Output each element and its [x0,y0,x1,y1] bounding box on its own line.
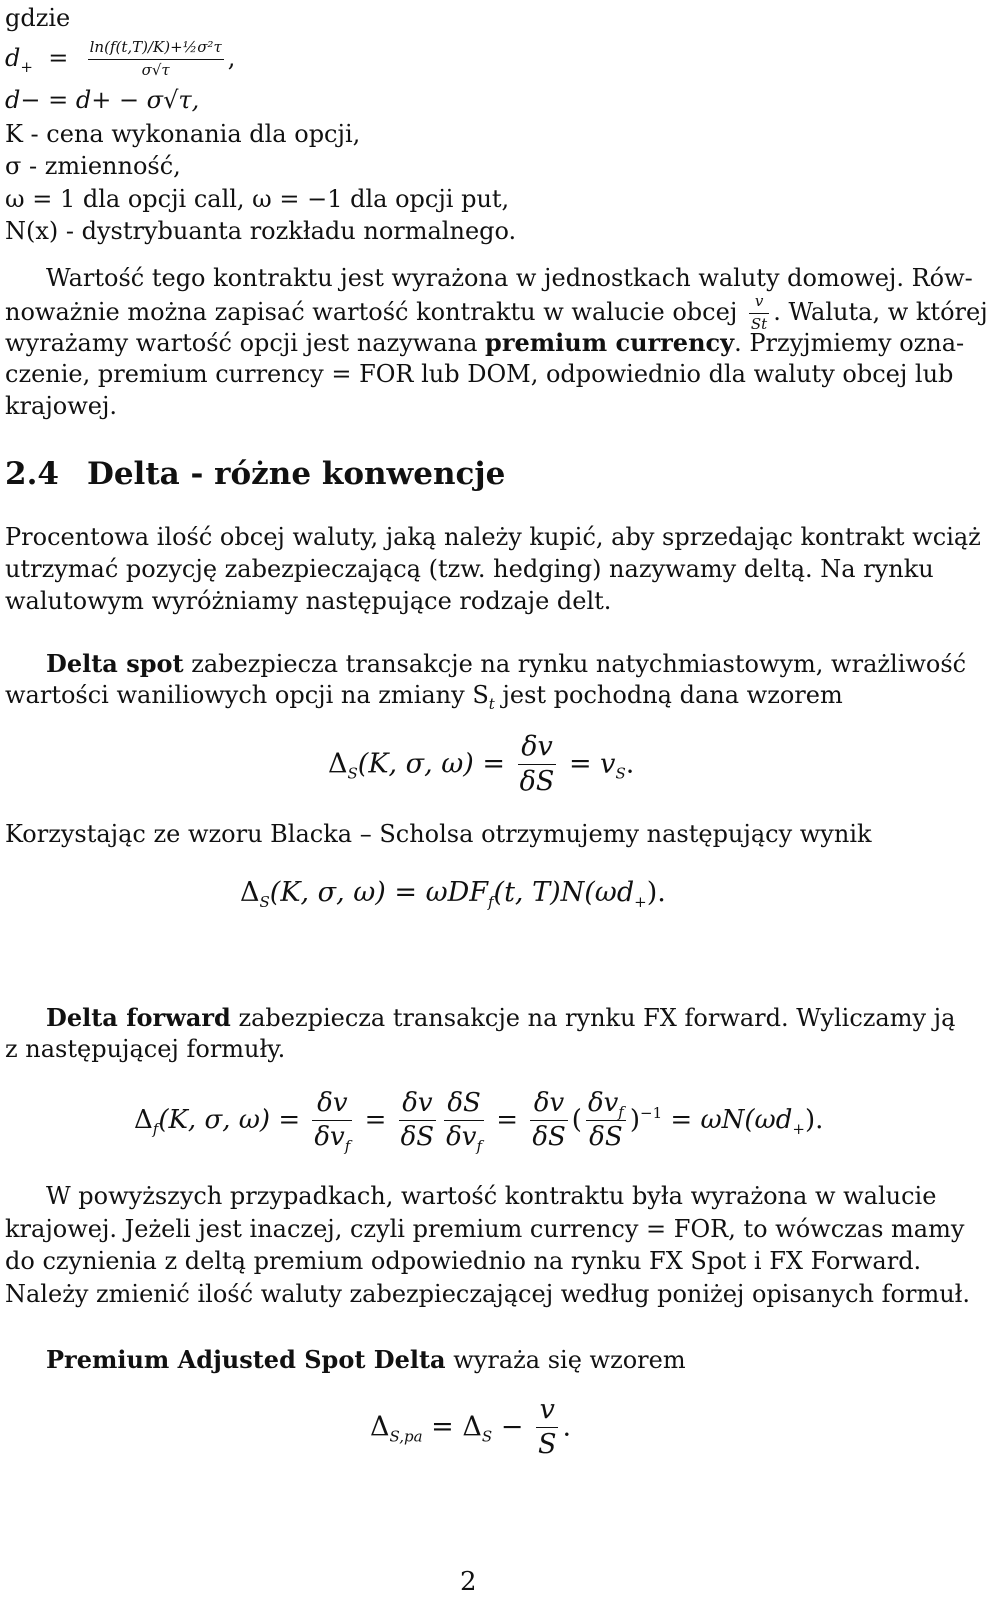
delta-forward-line2: z następującej formuły. [5,1035,286,1063]
pasd-term: Premium Adjusted Spot Delta [46,1345,446,1374]
fraction-dv-ds: $\frac{\delta v}{\delta S}$ [400,1088,435,1153]
dplus-denominator: σ√τ [141,60,170,79]
v-over-s-fraction: $\frac{v}{S}$ [537,1394,557,1461]
para1-line3: wyrażamy wartość opcji jest nazywana premium currency. Przyjmiemy ozna- [5,328,965,357]
delta-spot-equation: $\Delta_S(K$, σ, ω) = $\frac{\delta v}{\delta S}$ = $v_S$. [328,731,635,798]
fraction-ds-dvf: $\frac{\delta S}{\delta v_f}$ [446,1088,482,1156]
para2-line1: Procentowa ilość obcej waluty, jaką należy kupić, aby sprzedając kontrakt wciąż [5,523,981,551]
dplus-fraction [88,40,224,79]
para3-line4: Należy zmienić ilość waluty zabezpieczającej według poniżej opisanych formuł. [5,1280,971,1308]
section-number: 2.4 [5,456,59,492]
section-heading [5,458,505,491]
para1-line5: krajowej. [5,392,118,420]
para2-line3: walutowym wyróżniamy następujące rodzaje delt. [5,587,612,615]
fraction-dv-dvf: $\frac{\delta v}{\delta v_f}$ [314,1088,351,1156]
fraction-dv-ds-2: $\frac{\delta v}{\delta S}$ [532,1088,566,1153]
delta-spot-line1: Delta spot zabezpiecza transakcje na rynku natychmiastowym, wrażliwość [46,649,967,678]
para3-line2: krajowej. Jeżeli jest inaczej, czyli premium currency = FOR, to wówczas mamy [5,1215,965,1243]
para1-line2: noważnie można zapisać wartość kontraktu w walucie obcej $\frac{v}{St}$ . Waluta, w której [5,292,988,333]
delta-spot-line2: wartości waniliowych opcji na zmiany $S_t$ jest pochodną dana wzorem [5,681,843,713]
section-title: Delta - różne konwencje [86,456,506,492]
para2-line2: utrzymać pozycję zabezpieczającą (tzw. hedging) nazywamy deltą. Na rynku [5,555,934,583]
pasd-equation: $\Delta_{S,pa} = \Delta_S$ − $\frac{v}{S}$ . [370,1394,572,1461]
pasd-line: Premium Adjusted Spot Delta wyraża się wzorem [46,1345,686,1374]
dplus-numerator: ln(f(t,T)/K)+½σ²τ [88,40,224,60]
page-number: 2 [460,1567,477,1597]
para1-line1: Wartość tego kontraktu jest wyrażona w jednostkach waluty domowej. Rów- [46,264,973,292]
fraction-dvf-ds: $\frac{\delta v_f}{\delta S}$ [587,1088,624,1153]
black-scholes-equation: $\Delta_S(K$, σ, ω) = ωDF$_f$(t, $T)N(\omega d_+)$. [240,877,666,911]
para3-line1: W powyższych przypadkach, wartość kontraktu była wyrażona w walucie [46,1182,937,1210]
omega-definition: ω = 1 dla opcji call, ω = −1 dla opcji put, [5,185,510,213]
premium-currency-term: premium currency [485,328,735,357]
para1-line4: czenie, premium currency = FOR lub DOM, odpowiednio dla waluty obcej lub [5,360,954,388]
dv-ds-fraction: $\frac{\delta v}{\delta S}$ [519,731,555,798]
n-definition: N(x) - dystrybuanta rozkładu normalnego. [5,217,517,245]
black-scholes-line: Korzystając ze wzoru Blacka – Scholsa otrzymujemy następujący wynik [5,820,872,848]
delta-spot-term: Delta spot [46,649,184,678]
v-over-st-fraction: $\frac{v}{St}$ [750,292,768,333]
delta-forward-line1: Delta forward zabezpiecza transakcje na rynku FX forward. Wyliczamy ją [46,1003,956,1032]
dplus-formula: $d_+$ = $\frac{\text{ln(f(t,T)/K)+½σ²τ}}{\sigma√\tau}$ , [5,38,236,79]
delta-forward-term: Delta forward [46,1003,231,1032]
para3-line3: do czynienia z deltą premium odpowiednio na rynku FX Spot i FX Forward. [5,1247,922,1275]
delta-forward-equation: $\Delta_f(K$, σ, ω) = $\frac{\delta v}{\delta v_f}$ = $\frac{\delta v}{\delta S}$ $\frac{\delta S}{\delta v_f}$ = $\frac{\delta v}{\delta S}$ ( $\frac{\delta v_f}{\delta S}$ )$^{-1} = \omega N(\omega d_+)$. [134,1088,824,1156]
k-definition: K - cena wykonania dla opcji, [5,120,361,148]
intro-word: gdzie [5,4,71,32]
dminus-formula: d− = d+ − σ√τ, [5,86,200,114]
sigma-definition: σ - zmienność, [5,152,181,180]
